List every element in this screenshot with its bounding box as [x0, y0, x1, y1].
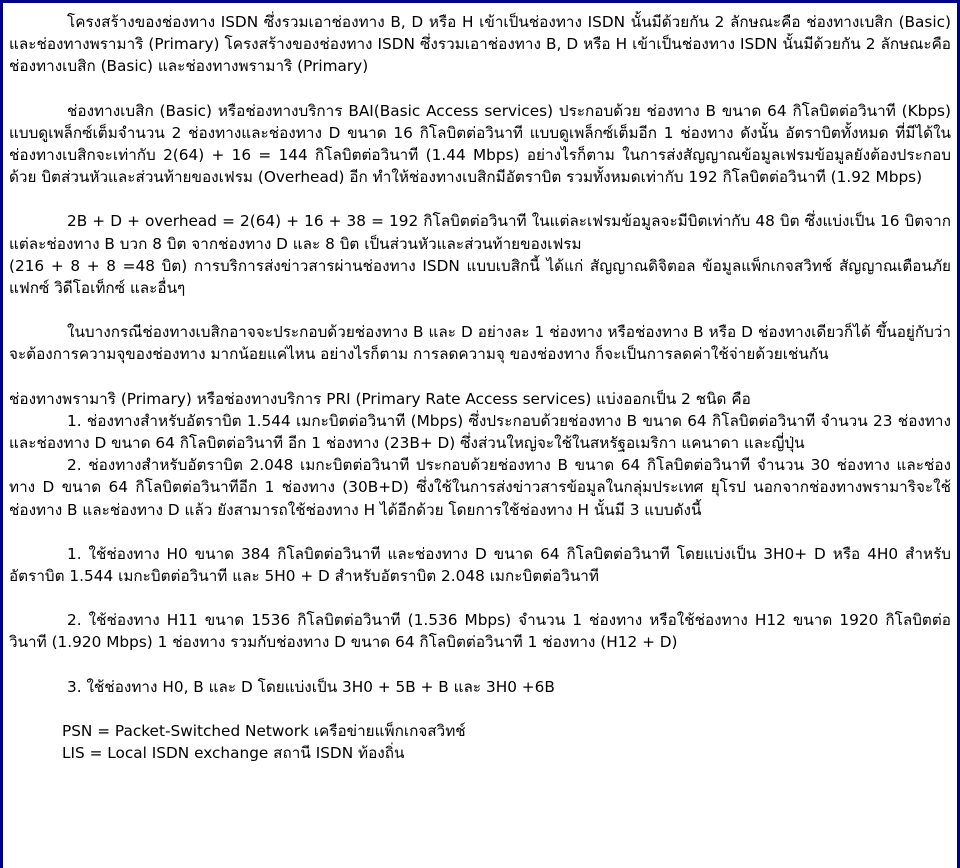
- definition-lis: LIS = Local ISDN exchange สถานี ISDN ท้องถิ่น: [62, 744, 405, 763]
- primary-item-1544: 1. ช่องทางสำหรับอัตราบิต 1.544 เมกะบิตต่อวินาที (Mbps) ซึ่งประกอบด้วยช่องทาง B ขนาด 64 กิโลบิตต่อวินาที จำนวน 23 ช่องทาง และช่องทาง D ขนาด 64 กิโลบิตต่อวินาที อีก 1 ช่องทาง (23B+ D) ซึ่งส่วนใหญ่จะใช้ในสหรัฐอเมริกา แคนาดา และญี่ปุ่น: [9, 411, 951, 453]
- h-channel-item-3: 3. ใช้ช่องทาง H0, B และ D โดยแบ่งเป็น 3H0 + 5B + B และ 3H0 +6B: [67, 677, 555, 696]
- h-channel-item-2: 2. ใช้ช่องทาง H11 ขนาด 1536 กิโลบิตต่อวินาที (1.536 Mbps) จำนวน 1 ช่องทาง หรือใช้ช่องทาง H12 ขนาด 1920 กิโลบิตต่อวินาที (1.920 Mbps) 1 ช่องทาง รวมกับช่องทาง D ขนาด 64 กิโลบิตต่อวินาที 1 ช่องทาง (H12 + D): [9, 611, 951, 652]
- primary-channel-heading: ช่องทางพรามาริ (Primary) หรือช่องทางบริการ PRI (Primary Rate Access services) แบ่งออกเป็น 2 ชนิด คือ: [9, 389, 751, 408]
- definitions-list: [9, 720, 951, 764]
- section-primary-channel: [9, 388, 951, 521]
- overhead-formula-text: 2B + D + overhead = 2(64) + 16 + 38 = 192 กิโลบิตต่อวินาที ในแต่ละเฟรมข้อมูลจะมีบิตเท่ากับ 48 บิต ซึ่งแบ่งเป็น 16 บิตจากแต่ละช่องทาง B บวก 8 บิต จากช่องทาง D และ 8 บิต เป็นส่วนหัวและส่วนท้ายของเฟรม: [9, 212, 951, 253]
- paragraph-single-channel: ในบางกรณีช่องทางเบสิกอาจจะประกอบด้วยช่องทาง B และ D อย่างละ 1 ช่องทาง หรือช่องทาง B หรือ D ช่องทางเดียวก็ได้ ขึ้นอยู่กับว่าจะต้องการความจุของช่องทาง มากน้อยแค่ไหน อย่างไรก็ตาม การลดความจุ ของช่องทาง ก็จะเป็นการลดค่าใช้จ่ายด้วยเช่นกัน: [9, 323, 951, 364]
- definition-psn: PSN = Packet-Switched Network เครือข่ายแพ็กเกจสวิทช์: [62, 721, 466, 740]
- primary-item-2048: 2. ช่องทางสำหรับอัตราบิต 2.048 เมกะบิตต่อวินาที ประกอบด้วยช่องทาง B ขนาด 64 กิโลบิตต่อวินาที จำนวน 30 ช่องทาง และช่องทาง D ขนาด 64 กิโลบิตต่อวินาทีอีก 1 ช่องทาง (30B+D) ซึ่งใช้ในการส่งข่าวสารข้อมูลในกลุ่มประเทศ ยุโรป นอกจากช่องทางพรามาริจะใช้ช่องทาง B และช่องทาง D แล้ว ยังสามารถใช้ช่องทาง H ได้อีกด้วย โดยการใช้ช่องทาง H นั้นมี 3 แบบดังนี้: [9, 456, 951, 519]
- h-channel-item-1: 1. ใช้ช่องทาง H0 ขนาด 384 กิโลบิตต่อวินาที และช่องทาง D ขนาด 64 กิโลบิตต่อวินาที โดยแบ่งเป็น 3H0+ D หรือ 4H0 สำหรับอัตราบิต 1.544 เมกะบิตต่อวินาที และ 5H0 + D สำหรับอัตราบิต 2.048 เมกะบิตต่อวินาที: [9, 544, 951, 586]
- paragraph-overhead: [9, 210, 951, 299]
- overhead-services-text: (216 + 8 + 8 =48 บิต) การบริการส่งข่าวสารผ่านช่องทาง ISDN แบบเบสิกนี้ ได้แก่ สัญญาณดิจิตอล ข้อมูลแพ็กเกจสวิทช์ สัญญาณเตือนภัย แฟกซ์ วิดีโอเท็กซ์ และอื่นๆ: [9, 256, 951, 298]
- paragraph-isdn-structure: โครงสร้างของช่องทาง ISDN ซึ่งรวมเอาช่องทาง B, D หรือ H เข้าเป็นช่องทาง ISDN นั้นมีด้วยกัน 2 ลักษณะคือ ช่องทางเบสิก (Basic) และช่องทางพรามาริ (Primary) โครงสร้างของช่องทาง ISDN ซึ่งรวมเอาช่องทาง B, D หรือ H เข้าเป็นช่องทาง ISDN นั้นมีด้วยกัน 2 ลักษณะคือช่องทางเบสิก (Basic) และช่องทางพรามาริ (Primary): [9, 13, 951, 76]
- paragraph-basic-channel: ช่องทางเบสิก (Basic) หรือช่องทางบริการ BAI(Basic Access services) ประกอบด้วย ช่องทาง B ขนาด 64 กิโลบิตต่อวินาที (Kbps) แบบดูเพล็กซ์เต็มจำนวน 2 ช่องทางและช่องทาง D ขนาด 16 กิโลบิตต่อวินาที แบบดูเพล็กซ์เต็มอีก 1 ช่องทาง ดังนั้น อัตราบิตทั้งหมด ที่มีได้ในช่องทางเบสิกจะเท่ากับ 2(64) + 16 = 144 กิโลบิตต่อวินาที (1.44 Mbps) อย่างไรก็ตาม ในการส่งสัญญาณข้อมูลเฟรมข้อมูลยังต้องประกอบด้วย บิตส่วนหัวและส่วนท้ายของเฟรม (Overhead) อีก ทำให้ช่องทางเบสิกมีอัตราบิต รวมทั้งหมดเท่ากับ 192 กิโลบิตต่อวินาที (1.92 Mbps): [9, 101, 951, 187]
